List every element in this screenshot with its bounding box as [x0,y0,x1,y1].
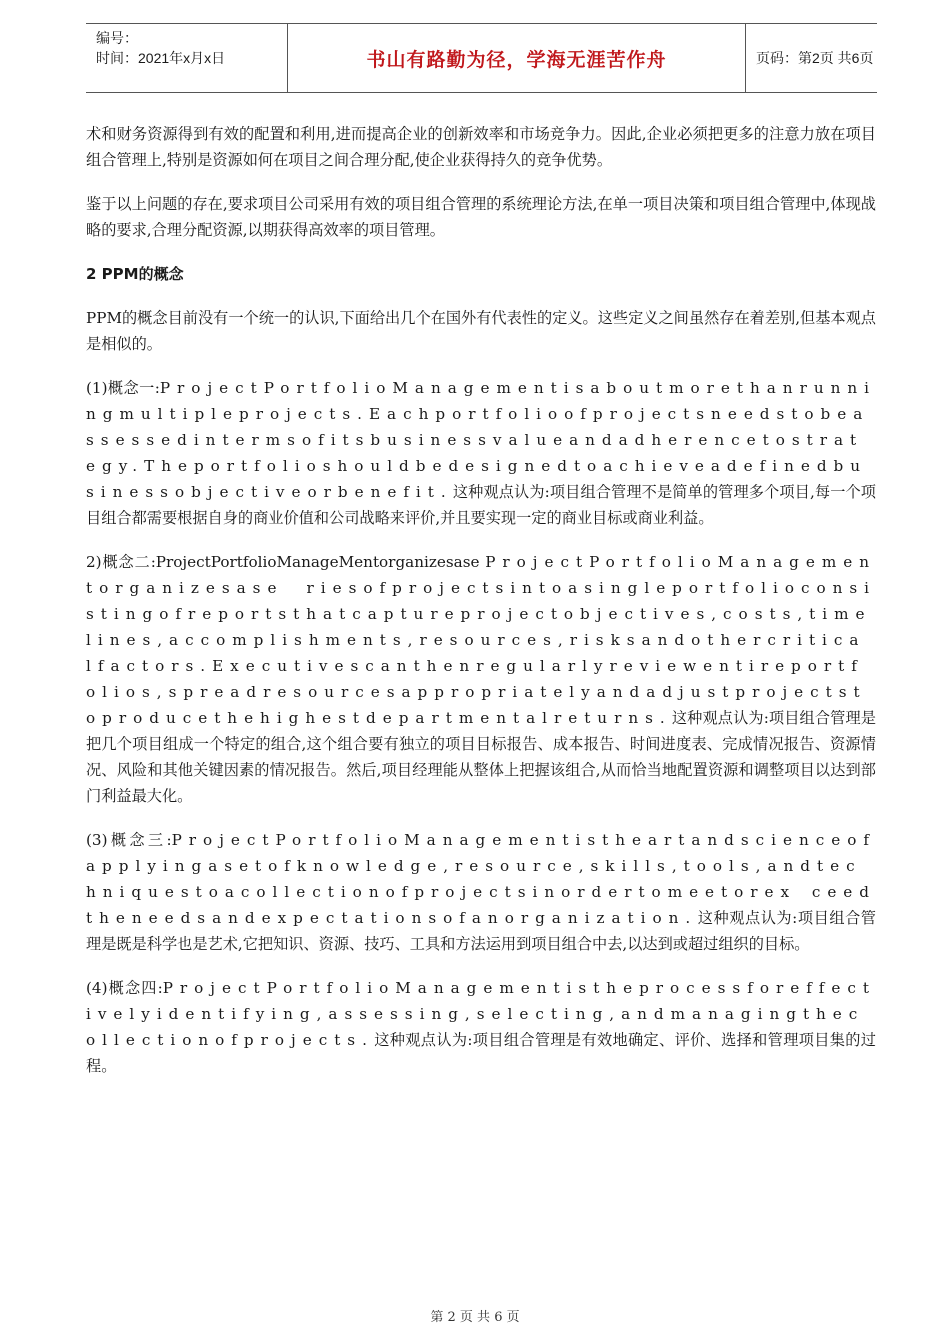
concept-one-english: ProjectPortfolioManagementisaboutmorethanrunningmultipleprojects.Eachportfolioofprojectsneedstobeassessedintermsofitsbusinessvalueandadherencetostrategy.Theportfolioshouldbedesignedtoachieveadefinedbusinessobjectiveorbenefit. [86,379,876,501]
concept-four [86,975,876,1079]
concept-one-chinese: 这种观点认为:项目组合管理不是简单的管理多个项目,每一个项目组合都需要根据自身的商业价值和公司战略来评价,并且要实现一定的商业目标或商业利益。 [86,483,876,527]
concept-one [86,375,876,531]
document-number-label: 编号： [96,30,138,46]
concept-three-chinese: 这种观点认为:项目组合管理是既是科学也是艺术,它把知识、资源、技巧、工具和方法运用到项目组合中去,以达到或超过组织的目标。 [86,909,876,953]
concept-two-prefix: 2)概念二:ProjectPortfolioManageMentorganizesase [86,553,486,571]
concept-four-prefix: (4)概念四: [86,979,163,997]
header-motto: 书山有路勤为径，学海无涯苦作舟 [287,24,746,92]
concept-three [86,827,876,957]
page-header [86,23,877,93]
concept-four-english: ProjectPortfolioManagementistheprocessforeffectivelyidentifying,assessing,selecting,andmanagingthecollectionofprojects. [86,979,876,1049]
concept-two [86,549,876,809]
paragraph-problem-summary: 鉴于以上问题的存在,要求项目公司采用有效的项目组合管理的系统理论方法,在单一项目决策和项目组合管理中,体现战略的要求,合理分配资源,以期获得高效率的项目管理。 [86,195,876,239]
header-meta [86,24,287,92]
concept-two-english: ProjectPortfolioManagementorganizesase riesofprojectsintoasingleportfolioconsistingofreportsthatcaptureprojectobjectives,costs,timelines,accomplishments,resources,risksandothercriticalfactors.Executivescanthenregularlyreviewentireportfolios,spreadresourcesappropriatelyandadjustprojectstoproducethehighestdepartmentalreturns. [86,553,876,727]
paragraph-ppm-intro: PPM的概念目前没有一个统一的认识,下面给出几个在国外有代表性的定义。这些定义之间虽然存在着差别,但基本观点是相似的。 [86,309,876,353]
concept-four-chinese: 这种观点认为:项目组合管理是有效地确定、评价、选择和管理项目集的过程。 [86,1031,876,1075]
header-page-number: 页码：第2页 共6页 [756,50,874,66]
concept-one-prefix: (1)概念一: [86,379,160,397]
document-time-label: 时间：2021年x月x日 [96,50,226,66]
page-footer: 第 2 页 共 6 页 [430,1310,520,1325]
concept-two-chinese: 这种观点认为:项目组合管理是把几个项目组成一个特定的组合,这个组合要有独立的项目目标报告、成本报告、时间进度表、完成情况报告、资源情况、风险和其他关键因素的情况报告。然后,项目经理能从整体上把握该组合,从而恰当地配置资源和调整项目以达到部门利益最大化。 [86,709,876,805]
document-body [86,121,876,1097]
paragraph-resource-allocation: 术和财务资源得到有效的配置和利用,进而提高企业的创新效率和市场竞争力。因此,企业必须把更多的注意力放在项目组合管理上,特别是资源如何在项目之间合理分配,使企业获得持久的竞争优势。 [86,125,876,169]
concept-three-english: ProjectPortfolioManagementistheartandscienceofapplyingasetofknowledge,resource,skills,tools,andtechniquestoacollectionofprojectsinordertomeetorex ceedtheneedsandexpectationsofanorganization. [86,831,876,927]
concept-three-prefix: (3)概念三: [86,831,172,849]
section-heading-ppm-concept: 2 PPM的概念 [86,265,184,283]
